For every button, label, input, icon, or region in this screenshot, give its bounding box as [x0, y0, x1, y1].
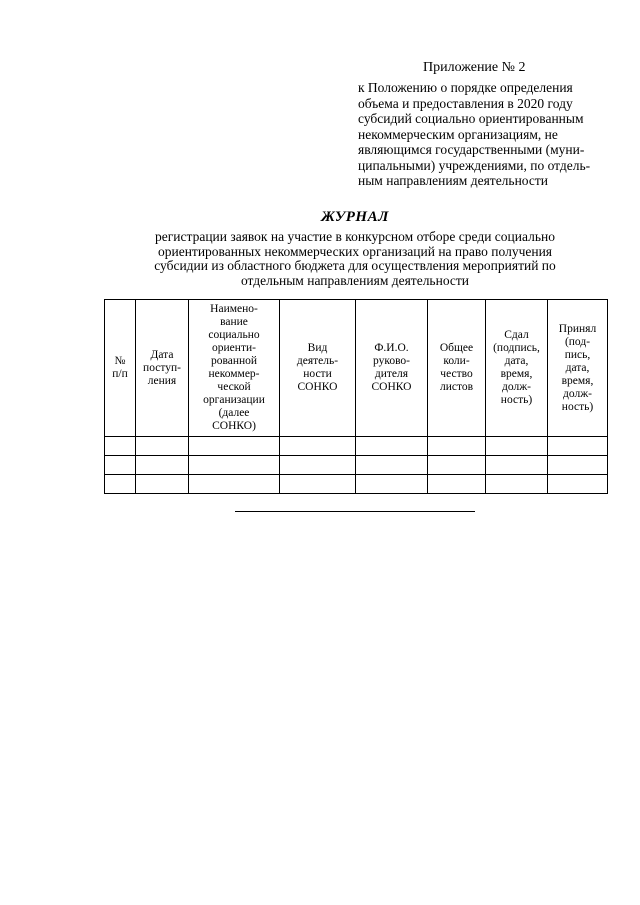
- table-cell: [189, 475, 280, 494]
- table-cell: [136, 437, 189, 456]
- table-cell: [280, 437, 356, 456]
- appendix-line: являющимся государственными (муни-: [358, 142, 585, 157]
- header-number: № п/п: [105, 300, 136, 437]
- appendix-line: объема и предоставления в 2020 году: [358, 95, 573, 111]
- header-received-date: Дата поступ- ления: [136, 300, 189, 437]
- table-cell: [105, 475, 136, 494]
- appendix-line: субсидий социально ориентированным: [358, 111, 584, 126]
- table-cell: [356, 437, 428, 456]
- table-cell: [356, 475, 428, 494]
- header-organization-name: Наимено- вание социально ориенти- рованной некоммер- ческой организации (далее СОНКО): [189, 300, 280, 437]
- table-cell: [189, 456, 280, 475]
- table-cell: [428, 456, 486, 475]
- appendix-text: [358, 80, 608, 189]
- subtitle-line: ориентированных некоммерческих организаций на право получения: [157, 243, 553, 259]
- table-cell: [105, 437, 136, 456]
- table-row: [105, 456, 608, 475]
- journal-title: ЖУРНАЛ: [321, 209, 389, 225]
- subtitle-line: отдельным направлениям деятельности: [240, 272, 470, 288]
- bottom-divider: [235, 511, 475, 512]
- appendix-line: некоммерческим организациям, не: [358, 126, 558, 142]
- table-cell: [136, 475, 189, 494]
- table-row: [105, 475, 608, 494]
- table-cell: [548, 437, 608, 456]
- table-cell: [428, 475, 486, 494]
- table-cell: [189, 437, 280, 456]
- table-cell: [136, 456, 189, 475]
- registration-table: [104, 299, 608, 494]
- appendix-line: ным направлениям деятельности: [358, 173, 549, 188]
- table-cell: [548, 456, 608, 475]
- table-cell: [548, 475, 608, 494]
- table-row: [105, 437, 608, 456]
- table-cell: [486, 475, 548, 494]
- table-cell: [486, 437, 548, 456]
- table-cell: [428, 437, 486, 456]
- header-sheet-count: Общее коли- чество листов: [428, 300, 486, 437]
- journal-subtitle: [0, 230, 640, 288]
- table-cell: [280, 456, 356, 475]
- table-cell: [486, 456, 548, 475]
- table-cell: [105, 456, 136, 475]
- subtitle-line: субсидии из областного бюджета для осуществления мероприятий по: [154, 258, 556, 273]
- table-cell: [280, 475, 356, 494]
- subtitle-line: регистрации заявок на участие в конкурсном отборе среди социально: [155, 229, 555, 244]
- table-header-row: [105, 300, 608, 437]
- header-activity-type: Вид деятель- ности СОНКО: [280, 300, 356, 437]
- header-accepted: Принял (под- пись, дата, время, долж- ность): [548, 300, 608, 437]
- appendix-line: к Положению о порядке определения: [358, 80, 573, 95]
- header-submitted: Сдал (подпись, дата, время, долж- ность): [486, 300, 548, 437]
- appendix-line: ципальными) учреждениями, по отдель-: [358, 157, 591, 173]
- table-cell: [356, 456, 428, 475]
- appendix-title: Приложение № 2: [423, 60, 526, 75]
- header-director-name: Ф.И.О. руково- дителя СОНКО: [356, 300, 428, 437]
